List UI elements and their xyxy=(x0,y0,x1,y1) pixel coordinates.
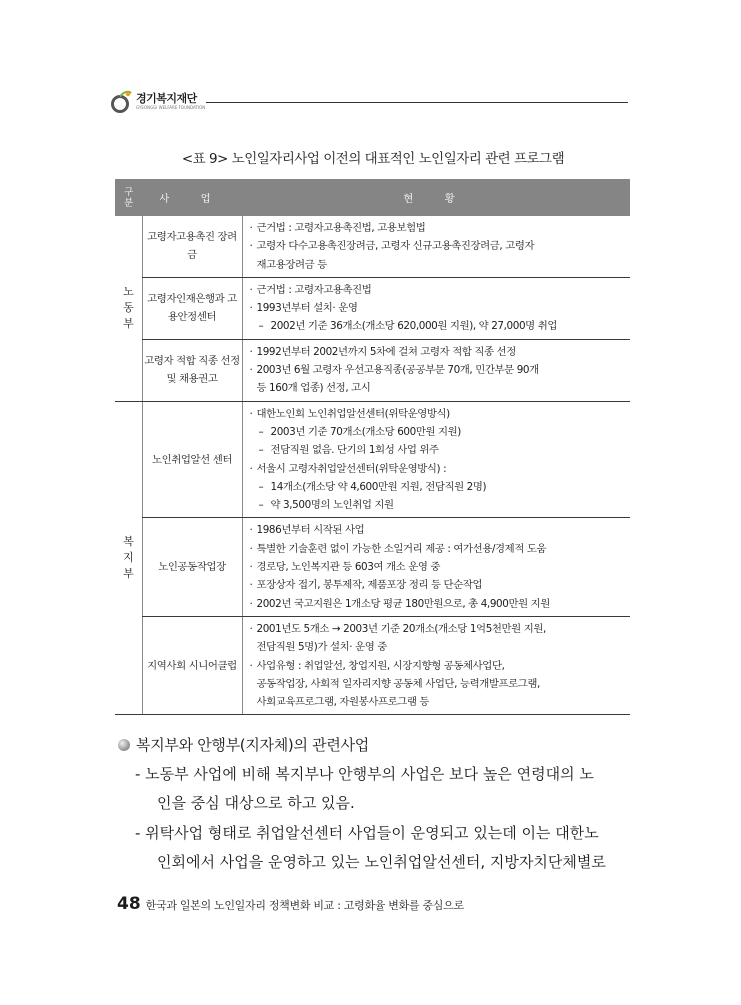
group-label: 노 동 부 xyxy=(115,216,142,401)
project-status xyxy=(242,277,630,339)
status-line: – 14개소(개소당 약 4,600만원 지원, 전담직원 2명) xyxy=(246,478,631,496)
running-title: 한국과 일본의 노인일자리 정책변화 비교 : 고령화율 변화를 중심으로 xyxy=(145,899,464,912)
header-category: 구 분 xyxy=(115,179,142,216)
status-line: 등 160개 업종) 선정, 고시 xyxy=(256,382,371,395)
status-line: · 1993년부터 설치· 운영 xyxy=(246,299,631,317)
project-status xyxy=(242,339,630,401)
status-line: 재고용장려금 등 xyxy=(256,258,327,271)
table-row xyxy=(115,277,630,339)
status-line: – 2003년 기준 70개소(개소당 600만원 지원) xyxy=(246,423,631,441)
status-line: – 2002년 기준 36개소(개소당 620,000원 지원), 약 27,000명 취업 xyxy=(246,317,631,335)
status-line: · 사업유형 : 취업알선, 창업지원, 시장지향형 공동체사업단, xyxy=(246,657,631,675)
page-header xyxy=(110,86,628,118)
project-name: 고령자 적합 직종 선정 및 채용권고 xyxy=(142,339,242,401)
status-line: 사회교육프로그램, 자원봉사프로그램 등 xyxy=(256,696,430,709)
table-header-row xyxy=(115,179,630,216)
table-row xyxy=(115,401,630,518)
project-status xyxy=(242,216,630,277)
paragraph-1-line-1: - 노동부 사업에 비해 복지부나 안행부의 사업은 보다 높은 연령대의 노 xyxy=(135,765,594,783)
project-name: 고령자고용촉진 장려금 xyxy=(142,216,242,277)
status-line: · 2002년 국고지원은 1개소당 평균 180만원으로, 총 4,900만원 지원 xyxy=(246,595,631,613)
bullet-heading-text: 복지부와 안행부(지자체)의 관련사업 xyxy=(136,736,369,754)
status-line: · 2001년도 5개소 → 2003년 기준 20개소(개소당 1억5천만원 지원, xyxy=(246,620,631,638)
status-line: – 전담직원 없음. 단기의 1회성 사업 위주 xyxy=(246,441,631,459)
section-bullet-heading xyxy=(118,734,369,755)
status-line: 전담직원 5명)가 설치· 운영 중 xyxy=(256,641,387,654)
foundation-name: 경기복지재단 xyxy=(136,92,197,105)
status-line: · 1986년부터 시작된 사업 xyxy=(246,521,631,539)
project-status xyxy=(242,401,630,518)
paragraph-1-line-2: 인을 중심 대상으로 하고 있음. xyxy=(157,794,355,812)
paragraph-2-line-2: 인회에서 사업을 운영하고 있는 노인취업알선센터, 지방자치단체별로 xyxy=(157,853,606,871)
table-row xyxy=(115,216,630,277)
status-line: · 2003년 6월 고령자 우선고용직종(공공부문 70개, 민간부문 90개 xyxy=(246,361,631,379)
status-line: · 포장상자 접기, 봉투제작, 제품포장 정리 등 단순작업 xyxy=(246,576,631,594)
status-line: 공동작업장, 사회적 일자리지향 공동체 사업단, 능력개발프로그램, xyxy=(256,677,540,690)
status-line: · 1992년부터 2002년까지 5차에 걸쳐 고령자 적합 직종 선정 xyxy=(246,343,631,361)
table-row xyxy=(115,616,630,714)
project-name: 지역사회 시니어클럽 xyxy=(142,616,242,714)
project-status xyxy=(242,616,630,714)
foundation-name-english: GYEONGGI WELFARE FOUNDATION xyxy=(136,105,206,110)
status-line: · 서울시 고령자취업알선센터(위탁운영방식) : xyxy=(246,460,631,478)
page-footer xyxy=(117,894,464,914)
project-status xyxy=(242,518,630,616)
paragraph-2-line-1: - 위탁사업 형태로 취업알선센터 사업들이 운영되고 있는데 이는 대한노 xyxy=(135,824,599,842)
header-rule xyxy=(206,102,628,103)
status-line: · 근거법 : 고령자고용촉진법, 고용보험법 xyxy=(246,219,631,237)
status-line: · 특별한 기술훈련 없이 가능한 소일거리 제공 : 여가선용/경제적 도움 xyxy=(246,540,631,558)
status-line: · 근거법 : 고령자고용촉진법 xyxy=(246,281,631,299)
bullet-icon xyxy=(118,739,130,751)
status-line: – 약 3,500명의 노인취업 지원 xyxy=(246,496,631,514)
project-name: 노인공동작업장 xyxy=(142,518,242,616)
header-status: 현 황 xyxy=(242,179,630,216)
table-row xyxy=(115,518,630,616)
page-number: 48 xyxy=(117,894,141,914)
project-name: 노인취업알선 센터 xyxy=(142,401,242,518)
table-title: <표 9> 노인일자리사업 이전의 대표적인 노인일자리 관련 프로그램 xyxy=(181,151,565,167)
project-name: 고령자인재은행과 고용안정센터 xyxy=(142,277,242,339)
status-line: · 경로당, 노인복지관 등 603여 개소 운영 중 xyxy=(246,558,631,576)
foundation-logo-icon xyxy=(110,90,132,114)
group-label: 복 지 부 xyxy=(115,401,142,715)
program-table xyxy=(115,179,630,715)
table-row xyxy=(115,339,630,401)
status-line: · 고령자 다수고용촉진장려금, 고령자 신규고용촉진장려금, 고령자 xyxy=(246,237,631,255)
header-project: 사 업 xyxy=(142,179,242,216)
status-line: · 대한노인회 노인취업알선센터(위탁운영방식) xyxy=(246,405,631,423)
